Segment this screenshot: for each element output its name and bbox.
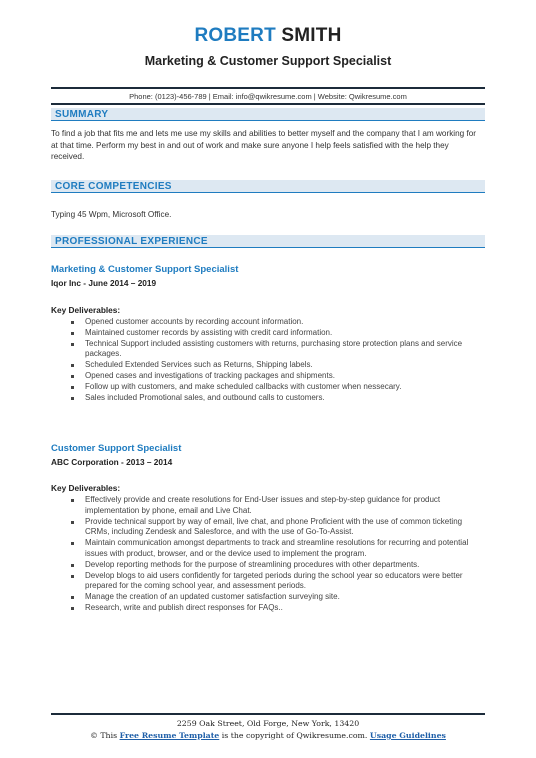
- experience-heading: PROFESSIONAL EXPERIENCE: [51, 235, 485, 248]
- bullet-icon: [71, 386, 74, 389]
- job-title: Customer Support Specialist: [51, 443, 182, 454]
- list-item: Manage the creation of an updated customer satisfaction surveying site.: [51, 592, 477, 603]
- bullet-icon: [71, 343, 74, 346]
- footer-copyright: [0, 731, 536, 740]
- list-item: Follow up with customers, and make scheduled callbacks with customer when nessecary.: [51, 382, 477, 393]
- list-item: Maintained customer records by assisting with credit card information.: [51, 328, 477, 339]
- footer-address: 2259 Oak Street, Old Forge, New York, 13420: [176, 719, 360, 728]
- contact-line: Phone: (0123)-456-789 | Email: info@qwikresume.com | Website: Qwikresume.com: [129, 92, 407, 101]
- first-name: ROBERT: [194, 25, 276, 46]
- job-company-dates: Iqor Inc - June 2014 – 2019: [51, 278, 157, 288]
- summary-heading: SUMMARY: [51, 108, 485, 121]
- header-rule-top: [51, 87, 485, 89]
- header-rule-bottom: [51, 103, 485, 105]
- bullet-icon: [71, 575, 74, 578]
- key-deliverables-label: Key Deliverables:: [51, 483, 121, 493]
- last-name: SMITH: [281, 25, 342, 46]
- bullet-icon: [71, 397, 74, 400]
- job-title: Marketing & Customer Support Specialist: [51, 264, 239, 275]
- bullet-icon: [71, 564, 74, 567]
- copyright-prefix: © This: [90, 731, 118, 740]
- bullet-icon: [71, 542, 74, 545]
- list-item: Maintain communication amongst departments to track and streamline resolutions for recurring and potential issues with product, browser, and or the device used to implement the program.: [51, 538, 477, 560]
- job-1-deliverables-list: [51, 317, 477, 403]
- list-item: Scheduled Extended Services such as Returns, Shipping labels.: [51, 360, 477, 371]
- key-deliverables-label: Key Deliverables:: [51, 305, 121, 315]
- free-resume-template-link[interactable]: Free Resume Template: [119, 731, 220, 740]
- bullet-icon: [71, 321, 74, 324]
- job-company-dates: ABC Corporation - 2013 – 2014: [51, 457, 173, 467]
- list-item: Technical Support included assisting customers with returns, purchasing store protection plans and service packages.: [51, 339, 477, 361]
- bullet-icon: [71, 364, 74, 367]
- competencies-heading: CORE COMPETENCIES: [51, 180, 485, 193]
- job-headline: Marketing & Customer Support Specialist: [144, 54, 392, 68]
- list-item: Opened cases and investigations of tracking packages and shipments.: [51, 371, 477, 382]
- list-item: Research, write and publish direct responses for FAQs..: [51, 603, 477, 614]
- candidate-name: [0, 26, 536, 46]
- competencies-text: Typing 45 Wpm, Microsoft Office.: [51, 210, 172, 219]
- summary-text: To find a job that fits me and lets me use my skills and abilities to better myself and the company that I am working for at that time. Perform my best in and out of work and make sure anyone I help feels satisfied with the help they received.: [51, 129, 477, 161]
- list-item: Sales included Promotional sales, and outbound calls to customers.: [51, 393, 477, 404]
- list-item: Effectively provide and create resolutions for End-User issues and step-by-step guidance for product implementation by phone, email and Live Chat.: [51, 495, 477, 517]
- copyright-middle: is the copyright of Qwikresume.com.: [221, 731, 368, 740]
- list-item: Provide technical support by way of email, live chat, and phone Proficient with the use of common ticketing CRMs, including Zendesk and Salesforce, and with the use of Go-To-Assist.: [51, 517, 477, 539]
- footer-rule: [51, 713, 485, 715]
- list-item: Opened customer accounts by recording account information.: [51, 317, 477, 328]
- list-item: Develop blogs to aid users confidently for targeted periods during the school year so educators were better prepared for the coming school year, and assessment periods.: [51, 571, 477, 593]
- bullet-icon: [71, 596, 74, 599]
- usage-guidelines-link[interactable]: Usage Guidelines: [369, 731, 446, 740]
- bullet-icon: [71, 499, 74, 502]
- list-item: Develop reporting methods for the purpose of streamlining procedures with other departments.: [51, 560, 477, 571]
- bullet-icon: [71, 607, 74, 610]
- bullet-icon: [71, 332, 74, 335]
- bullet-icon: [71, 521, 74, 524]
- job-2-deliverables-list: [51, 495, 477, 614]
- bullet-icon: [71, 375, 74, 378]
